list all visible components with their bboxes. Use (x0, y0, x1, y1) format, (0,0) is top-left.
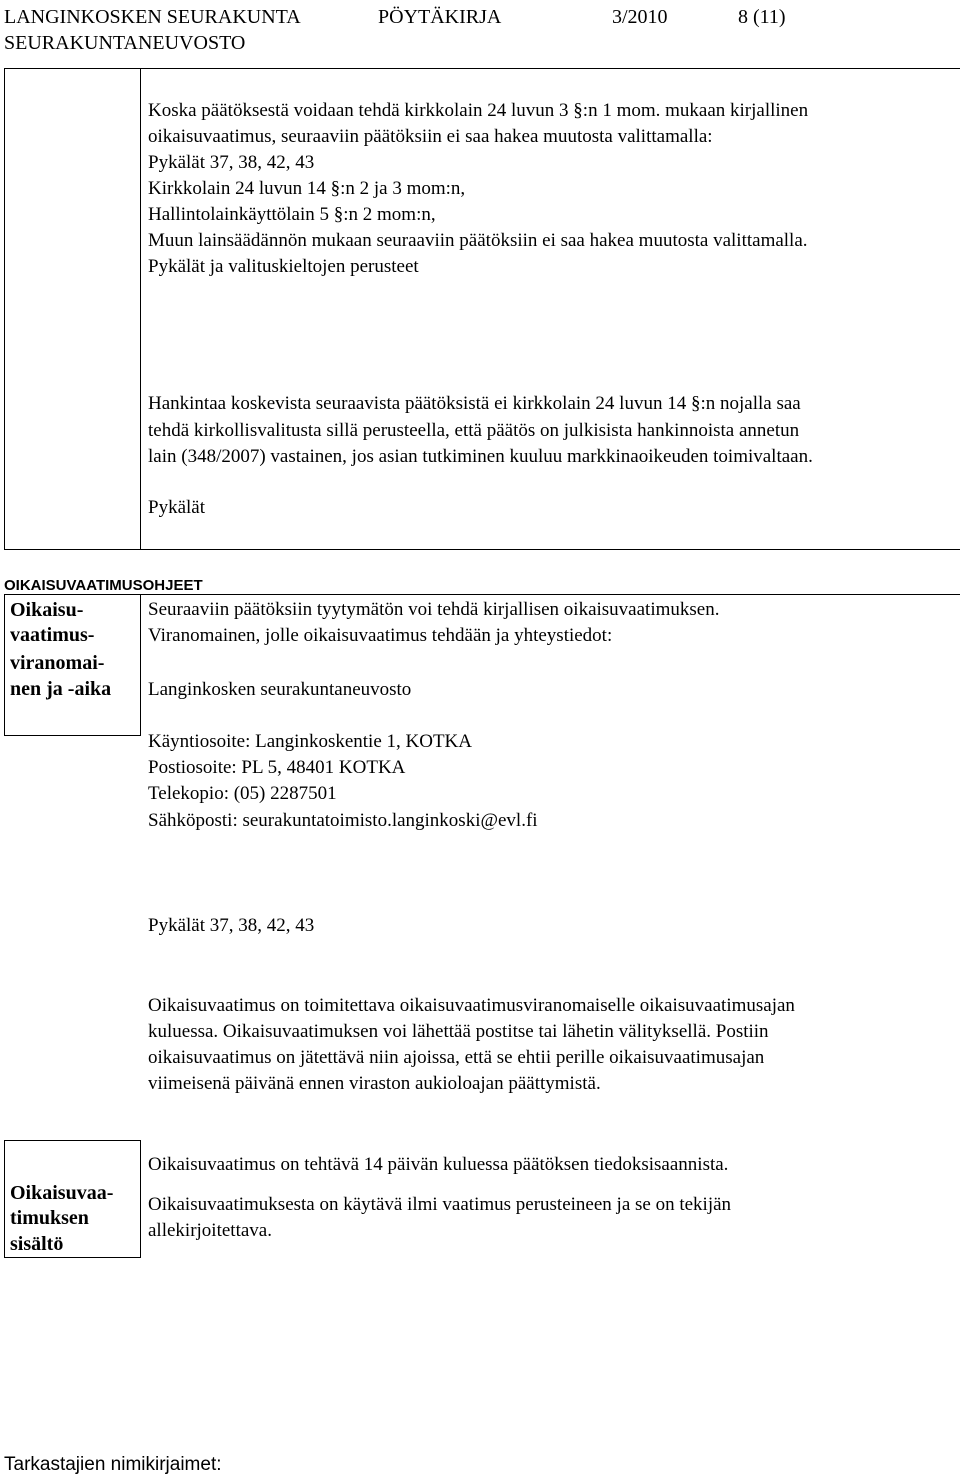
top-line-5: Hallintolainkäyttölain 5 §:n 2 mom:n, (148, 204, 436, 225)
delivery-line-1: Oikaisuvaatimus on toimitettava oikaisuvaatimusviranomaiselle oikaisuvaatimusajan (148, 995, 795, 1016)
procurement-line-1: Hankintaa koskevista seuraavista päätöksistä ei kirkkolain 24 luvun 14 §:n nojalla saa (148, 393, 801, 414)
delivery-line-3: oikaisuvaatimus on jätettävä niin ajoissa, että se ehtii perille oikaisuvaatimusajan (148, 1047, 765, 1068)
contact-visit-address: Käyntiosoite: Langinkoskentie 1, KOTKA (148, 731, 473, 752)
top-line-2: oikaisuvaatimus, seuraaviin päätöksiin ei saa hakea muutosta valittamalla: (148, 126, 713, 147)
authority-top-rule (140, 594, 960, 595)
page-number: 8 (11) (738, 6, 786, 28)
authority-label-3: viranomai- (10, 652, 105, 674)
top-line-7: Pykälät ja valituskieltojen perusteet (148, 256, 419, 277)
top-line-4: Kirkkolain 24 luvun 14 §:n 2 ja 3 mom:n, (148, 178, 466, 199)
delivery-line-4: viimeisenä päivänä ennen viraston aukioloajan päättymistä. (148, 1073, 601, 1094)
content-label-3: sisältö (10, 1233, 64, 1255)
section-title: OIKAISUVAATIMUSOHJEET (4, 577, 203, 594)
top-box-divider (140, 68, 141, 550)
authority-label-4: nen ja -aika (10, 678, 112, 700)
deadline-line: Oikaisuvaatimus on tehtävä 14 päivän kuluessa päätöksen tiedoksisaannista. (148, 1154, 729, 1175)
authority-pykalat: Pykälät 37, 38, 42, 43 (148, 915, 315, 936)
procurement-line-2: tehdä kirkollisvalitusta sillä perusteella, että päätös on julkisista hankinnoista annetun (148, 420, 800, 441)
top-line-1: Koska päätöksestä voidaan tehdä kirkkolain 24 luvun 3 §:n 1 mom. mukaan kirjallinen (148, 100, 809, 121)
inspectors-initials: Tarkastajien nimikirjaimet: (4, 1454, 222, 1475)
delivery-line-2: kuluessa. Oikaisuvaatimuksen voi lähettää postitse tai lähetin välityksellä. Postiin (148, 1021, 769, 1042)
pykalat-label: Pykälät (148, 497, 205, 518)
content-line-1: Oikaisuvaatimuksesta on käytävä ilmi vaatimus perusteineen ja se on tekijän (148, 1194, 732, 1215)
top-line-6: Muun lainsäädännön mukaan seuraaviin päätöksiin ei saa hakea muutosta valittamalla. (148, 230, 808, 251)
contact-email: Sähköposti: seurakuntatoimisto.langinkoski@evl.fi (148, 810, 538, 831)
authority-line-1: Seuraaviin päätöksiin tyytymätön voi tehdä kirjallisen oikaisuvaatimuksen. (148, 599, 720, 620)
authority-label-2: vaatimus- (10, 624, 95, 646)
procurement-line-3: lain (348/2007) vastainen, jos asian tutkiminen kuuluu markkinaoikeuden toimivaltaan. (148, 446, 813, 467)
authority-name: Langinkosken seurakuntaneuvosto (148, 679, 412, 700)
authority-line-2: Viranomainen, jolle oikaisuvaatimus tehdään ja yhteystiedot: (148, 625, 613, 646)
body-name: SEURAKUNTANEUVOSTO (4, 32, 246, 54)
contact-fax: Telekopio: (05) 2287501 (148, 783, 337, 804)
content-label-1: Oikaisuvaa- (10, 1182, 114, 1204)
document-number: 3/2010 (612, 6, 668, 28)
authority-label-1: Oikaisu- (10, 599, 84, 621)
document-type: PÖYTÄKIRJA (378, 6, 502, 28)
top-line-3: Pykälät 37, 38, 42, 43 (148, 152, 315, 173)
org-name: LANGINKOSKEN SEURAKUNTA (4, 6, 301, 28)
contact-postal-address: Postiosoite: PL 5, 48401 KOTKA (148, 757, 406, 778)
content-label-2: timuksen (10, 1207, 89, 1229)
content-line-2: allekirjoitettava. (148, 1220, 272, 1241)
